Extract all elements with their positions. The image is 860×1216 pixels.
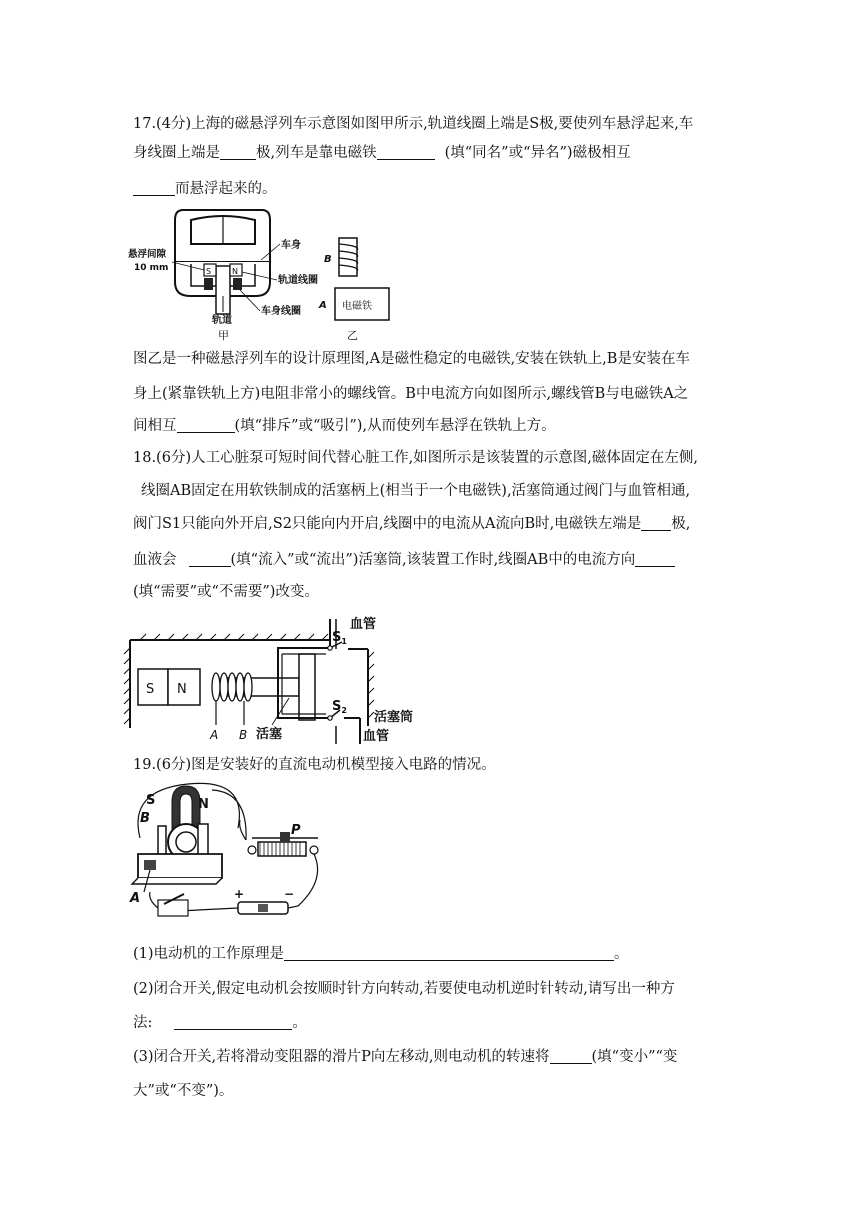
figure-label-yi: 乙: [347, 329, 358, 342]
q19-text: (3)闭合开关,若将滑动变阻器的滑片P向左移动,则电动机的转速将: [133, 1049, 550, 1065]
q17-line-1: 17.(4分)上海的磁悬浮列车示意图如图甲所示,轨道线圈上端是S极,要使列车悬浮起来,车: [133, 116, 694, 132]
label-b: B: [239, 728, 248, 742]
label-s: S: [146, 793, 156, 808]
answer-blank[interactable]: [189, 552, 231, 567]
label-track-coil: 轨道线圈: [278, 275, 318, 286]
label-s2: $S_2$: [332, 699, 347, 715]
q19-text: (1)电动机的工作原理是: [133, 946, 285, 962]
dc-motor-figure: [128, 780, 328, 930]
heart-pump-figure: [124, 614, 414, 749]
answer-blank[interactable]: [284, 946, 614, 961]
label-s1: $S_1$: [332, 630, 347, 646]
label-a: A: [130, 891, 141, 906]
q17-line-4: 图乙是一种磁悬浮列车的设计原理图,A是磁性稳定的电磁铁,安装在铁轨上,B是安装在车: [133, 351, 690, 367]
label-gap-value: 10 mm: [134, 263, 169, 273]
q17-text: 间相互: [133, 418, 177, 434]
q19-sub3-line-1: [133, 1047, 677, 1067]
magnet-s: S: [146, 682, 155, 697]
q19-sub1: [133, 944, 629, 964]
q17-line-3: [133, 179, 277, 199]
answer-blank[interactable]: [177, 418, 235, 433]
q19-sub3-line-2: 大”或“不变”)。: [133, 1083, 234, 1099]
q19-text: (填“变小”“变: [591, 1049, 678, 1065]
label-blood-vessel-bottom: 血管: [363, 729, 390, 744]
q19-text: 法:: [133, 1015, 153, 1031]
answer-blank[interactable]: [377, 145, 435, 160]
q17-text: (填“排斥”或“吸引”),从而使列车悬浮在铁轨上方。: [234, 418, 556, 434]
label-n: N: [198, 797, 209, 812]
q18-line-2: 线圈AB固定在用软铁制成的活塞柄上(相当于一个电磁铁),活塞筒通过阀门与血管相通,: [141, 483, 691, 499]
answer-blank[interactable]: [174, 1015, 292, 1030]
q17-line-5: 身上(紧靠铁轨上方)电阻非常小的螺线管。B中电流方向如图所示,螺线管B与电磁铁A之: [133, 386, 689, 402]
q17-text: 身线圈上端是: [133, 145, 220, 161]
q17-line-2: [133, 143, 631, 163]
label-body-coil: 车身线圈: [261, 306, 301, 317]
q18-text: (填“流入”或“流出”)活塞筒,该装置工作时,线圈AB中的电流方向: [230, 552, 636, 568]
label-b: B: [140, 811, 150, 826]
label-a: A: [319, 300, 327, 311]
label-car-body: 车身: [281, 240, 301, 251]
q17-text: 极,列车是靠电磁铁: [256, 145, 377, 161]
answer-blank[interactable]: [133, 181, 175, 196]
magnet-n: N: [177, 682, 187, 697]
label-minus: −: [284, 887, 295, 901]
answer-blank[interactable]: [641, 516, 671, 531]
label-blood-vessel-top: 血管: [350, 617, 377, 632]
q18-line-4: [133, 550, 675, 570]
q19-text: 。: [292, 1015, 307, 1031]
q18-line-3: [133, 514, 690, 534]
q17-text: (填“同名”或“异名”)磁极相互: [444, 145, 631, 161]
label-levitation-gap: 悬浮间隙: [128, 249, 167, 260]
label-plus: +: [234, 887, 245, 901]
figure-label-jia: 甲: [218, 329, 229, 342]
maglev-figure-jia: [128, 204, 318, 348]
label-p: P: [291, 823, 301, 838]
q19-text: 。: [614, 946, 629, 962]
q18-line-1: 18.(6分)人工心脏泵可短时间代替心脏工作,如图所示是该装置的示意图,磁体固定在左侧,: [133, 450, 698, 466]
q17-line-6: [133, 416, 556, 436]
label-piston-cylinder: 活塞筒: [374, 710, 414, 725]
answer-blank[interactable]: [635, 552, 675, 567]
q18-line-5: (填“需要”或“不需要”)改变。: [133, 584, 319, 600]
q19-sub2-line-2: [133, 1013, 307, 1033]
pole-n: N: [232, 267, 238, 276]
q17-text: 而悬浮起来的。: [175, 181, 277, 197]
q19-sub2-line-1: (2)闭合开关,假定电动机会按顺时针方向转动,若要使电动机逆时针转动,请写出一种方: [133, 981, 675, 997]
label-b: B: [324, 254, 332, 265]
q19-line-1: 19.(6分)图是安装好的直流电动机模型接入电路的情况。: [133, 757, 496, 773]
q18-text: 阀门S1只能向外开启,S2只能向内开启,线圈中的电流从A流向B时,电磁铁左端是: [133, 516, 642, 532]
q18-text: 极,: [671, 516, 691, 532]
pole-s: S: [206, 267, 212, 276]
q18-text: 血液会: [133, 552, 177, 568]
maglev-figure-yi: [310, 224, 400, 348]
label-electromagnet: 电磁铁: [342, 301, 372, 312]
label-piston: 活塞: [256, 727, 283, 742]
answer-blank[interactable]: [550, 1049, 592, 1064]
label-a: A: [210, 728, 219, 742]
label-track: 轨道: [212, 315, 232, 326]
answer-blank[interactable]: [220, 145, 256, 160]
